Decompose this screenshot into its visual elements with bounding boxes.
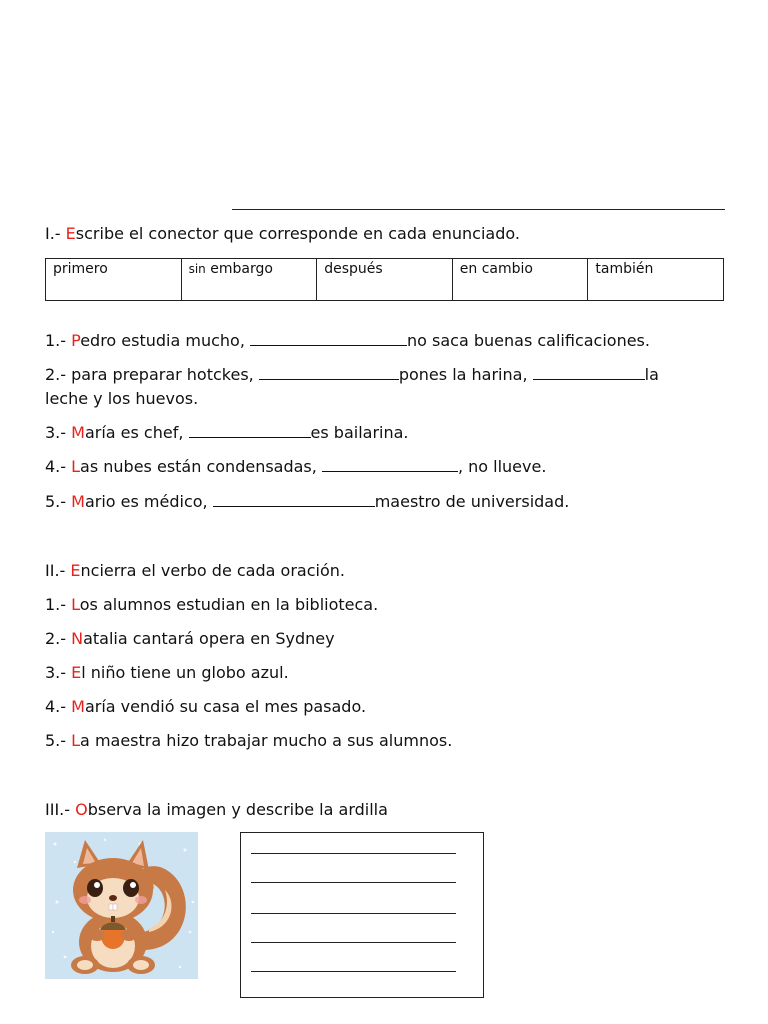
- table-row: [46, 259, 724, 301]
- exercise-2-4[interactable]: [45, 697, 366, 716]
- initial-letter: P: [71, 331, 81, 350]
- initial-letter: L: [71, 457, 81, 476]
- connector-text: primero: [53, 261, 108, 277]
- description-box[interactable]: [240, 832, 484, 998]
- item-number: 3.-: [45, 663, 72, 682]
- item-text: la: [644, 365, 659, 384]
- item-number: 2.-: [45, 629, 72, 648]
- item-text: maestro de universidad.: [374, 492, 570, 511]
- initial-letter: E: [65, 224, 76, 243]
- writing-line[interactable]: [251, 853, 456, 854]
- item-number: 1.-: [45, 595, 72, 614]
- initial-letter: M: [71, 697, 85, 716]
- answer-blank[interactable]: [533, 365, 645, 380]
- answer-blank[interactable]: [189, 423, 311, 438]
- connector-cell: [46, 259, 182, 301]
- item-number: 5.-: [45, 492, 72, 511]
- connector-text: después: [324, 261, 383, 277]
- squirrel-illustration: [45, 832, 198, 979]
- item-text: para preparar hotckes,: [71, 365, 259, 384]
- initial-letter: E: [70, 561, 81, 580]
- exercise-1-1: [45, 331, 650, 350]
- item-text: ario es médico,: [84, 492, 213, 511]
- connector-cell: [588, 259, 724, 301]
- initial-letter: E: [71, 663, 82, 682]
- answer-blank[interactable]: [213, 492, 375, 507]
- item-number: 3.-: [45, 423, 72, 442]
- exercise-1-2-continued: [45, 389, 198, 408]
- writing-line[interactable]: [251, 971, 456, 972]
- item-text: no saca buenas calificaciones.: [407, 331, 650, 350]
- item-text: pones la harina,: [398, 365, 533, 384]
- section-2-heading: [45, 561, 345, 580]
- section-number: I.-: [45, 224, 66, 243]
- item-text: leche y los huevos.: [45, 389, 199, 408]
- item-text: l niño tiene un globo azul.: [81, 663, 289, 682]
- exercise-1-4: [45, 457, 546, 476]
- answer-blank[interactable]: [250, 331, 407, 346]
- exercise-1-2: [45, 365, 659, 384]
- connector-table: [45, 258, 724, 301]
- answer-blank[interactable]: [322, 457, 458, 472]
- initial-letter: L: [71, 595, 80, 614]
- initial-letter: M: [71, 423, 85, 442]
- item-text: a maestra hizo trabajar mucho a sus alumnos.: [80, 731, 453, 750]
- initial-letter: O: [75, 800, 88, 819]
- connector-cell: [452, 259, 588, 301]
- item-number: 4.-: [45, 457, 72, 476]
- item-number: 4.-: [45, 697, 72, 716]
- item-text: , no llueve.: [457, 457, 547, 476]
- initial-letter: L: [71, 731, 81, 750]
- section-1-heading: [45, 224, 520, 243]
- section-number: III.-: [45, 800, 76, 819]
- connector-cell: [317, 259, 453, 301]
- name-line[interactable]: [232, 209, 725, 210]
- item-text: aría vendió su casa el mes pasado.: [84, 697, 367, 716]
- writing-line[interactable]: [251, 913, 456, 914]
- heading-text: bserva la imagen y describe la ardilla: [87, 800, 388, 819]
- initial-letter: M: [71, 492, 85, 511]
- item-text: atalia cantará opera en Sydney: [83, 629, 335, 648]
- exercise-1-3: [45, 423, 409, 442]
- item-text: as nubes están condensadas,: [80, 457, 322, 476]
- section-number: II.-: [45, 561, 71, 580]
- exercise-2-5[interactable]: [45, 731, 452, 750]
- exercise-2-3[interactable]: [45, 663, 289, 682]
- heading-text: ncierra el verbo de cada oración.: [80, 561, 345, 580]
- writing-line[interactable]: [251, 942, 456, 943]
- item-text: aría es chef,: [84, 423, 189, 442]
- exercise-1-5: [45, 492, 569, 511]
- item-text: os alumnos estudian en la biblioteca.: [79, 595, 379, 614]
- connector-text-small: sin: [188, 262, 206, 276]
- item-number: 5.-: [45, 731, 72, 750]
- connector-text: embargo: [205, 261, 273, 277]
- connector-text: en cambio: [459, 261, 533, 277]
- connector-cell: [181, 259, 317, 301]
- initial-letter: N: [71, 629, 84, 648]
- connector-text: también: [595, 261, 654, 277]
- item-number: 2.-: [45, 365, 72, 384]
- item-number: 1.-: [45, 331, 72, 350]
- item-text: edro estudia mucho,: [80, 331, 251, 350]
- heading-text: scribe el conector que corresponde en cada enunciado.: [75, 224, 520, 243]
- section-3-heading: [45, 800, 388, 819]
- answer-blank[interactable]: [259, 365, 399, 380]
- writing-line[interactable]: [251, 882, 456, 883]
- item-text: es bailarina.: [310, 423, 409, 442]
- exercise-2-1[interactable]: [45, 595, 378, 614]
- exercise-2-2[interactable]: [45, 629, 335, 648]
